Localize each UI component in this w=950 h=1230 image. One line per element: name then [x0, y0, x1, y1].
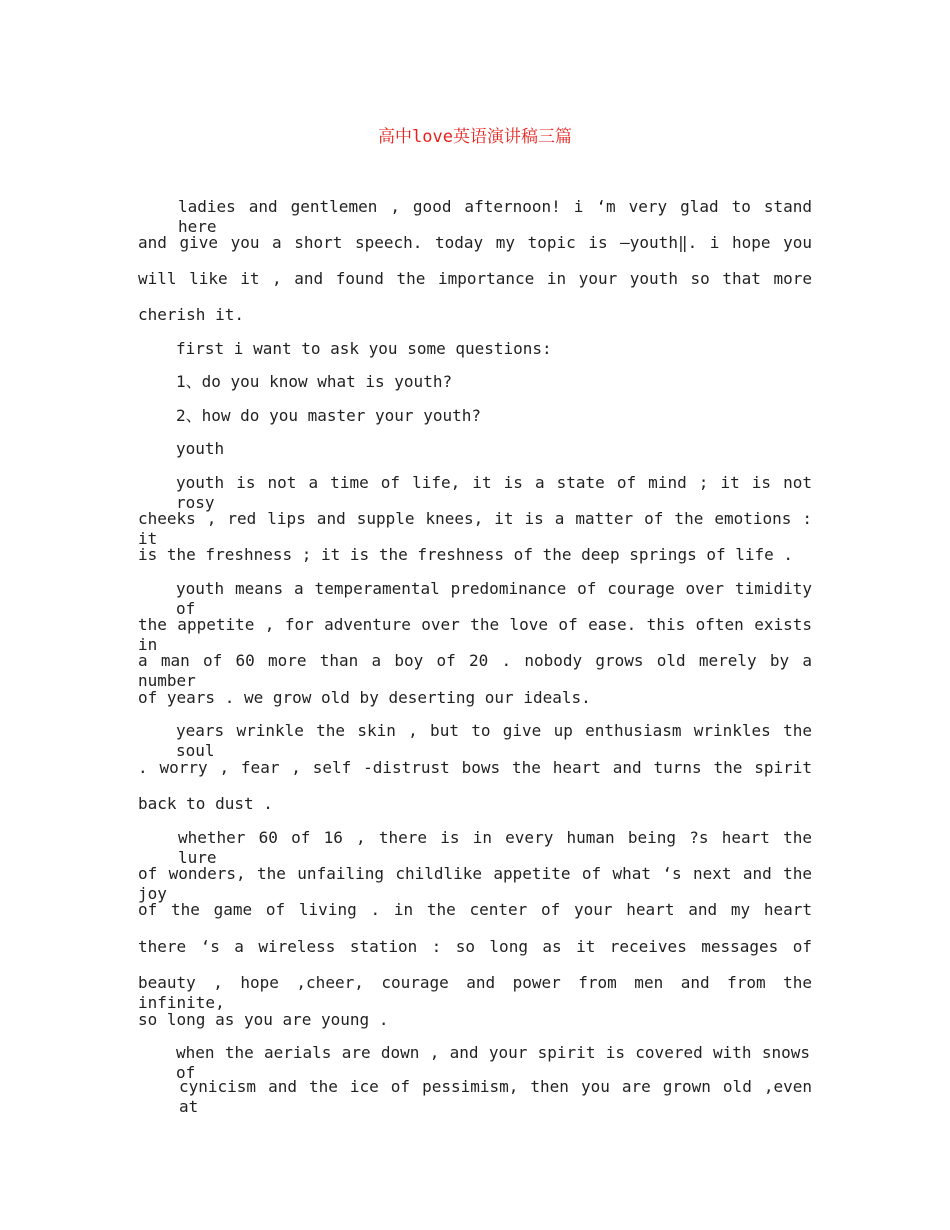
- text-line: is the freshness ; it is the freshness of the deep springs of life .: [138, 545, 794, 564]
- text-line: there ‘s a wireless station : so long as it receives messages of: [138, 937, 812, 956]
- text-line: of the game of living . in the center of your heart and my heart: [138, 900, 812, 919]
- text-line: the appetite , for adventure over the love of ease. this often exists in: [138, 615, 812, 654]
- text-line: so long as you are young .: [138, 1010, 389, 1029]
- text-line: when the aerials are down , and your spirit is covered with snows of: [176, 1043, 810, 1082]
- text-line: whether 60 of 16 , there is in every human being ?s heart the lure: [178, 828, 812, 867]
- text-line: . worry , fear , self -distrust bows the heart and turns the spirit: [138, 758, 812, 777]
- text-line: beauty , hope ,cheer, courage and power from men and from the infinite,: [138, 973, 812, 1012]
- text-line: of wonders, the unfailing childlike appetite of what ‘s next and the joy: [138, 864, 812, 903]
- text-line: ladies and gentlemen , good afternoon! i ‘m very glad to stand here: [178, 197, 812, 236]
- text-line: cynicism and the ice of pessimism, then you are grown old ,even at: [179, 1077, 812, 1116]
- text-line: youth: [176, 439, 225, 458]
- text-line: youth means a temperamental predominance of courage over timidity of: [176, 579, 812, 618]
- document-title: 高中love英语演讲稿三篇: [378, 127, 572, 147]
- text-line: back to dust .: [138, 794, 273, 813]
- text-line: years wrinkle the skin , but to give up enthusiasm wrinkles the soul: [176, 721, 812, 760]
- text-line: of years . we grow old by deserting our ideals.: [138, 688, 591, 707]
- text-line: will like it , and found the importance in your youth so that more: [138, 269, 812, 288]
- text-line: a man of 60 more than a boy of 20 . nobody grows old merely by a number: [138, 651, 812, 690]
- text-line: 2、how do you master your youth?: [176, 406, 481, 425]
- text-line: 1、do you know what is youth?: [176, 372, 453, 391]
- text-line: first i want to ask you some questions:: [176, 339, 552, 358]
- text-line: and give you a short speech. today my topic is —youth‖. i hope you: [138, 233, 812, 252]
- text-line: cherish it.: [138, 305, 244, 324]
- text-line: youth is not a time of life, it is a state of mind ; it is not rosy: [176, 473, 812, 512]
- text-line: cheeks , red lips and supple knees, it is a matter of the emotions : it: [138, 509, 812, 548]
